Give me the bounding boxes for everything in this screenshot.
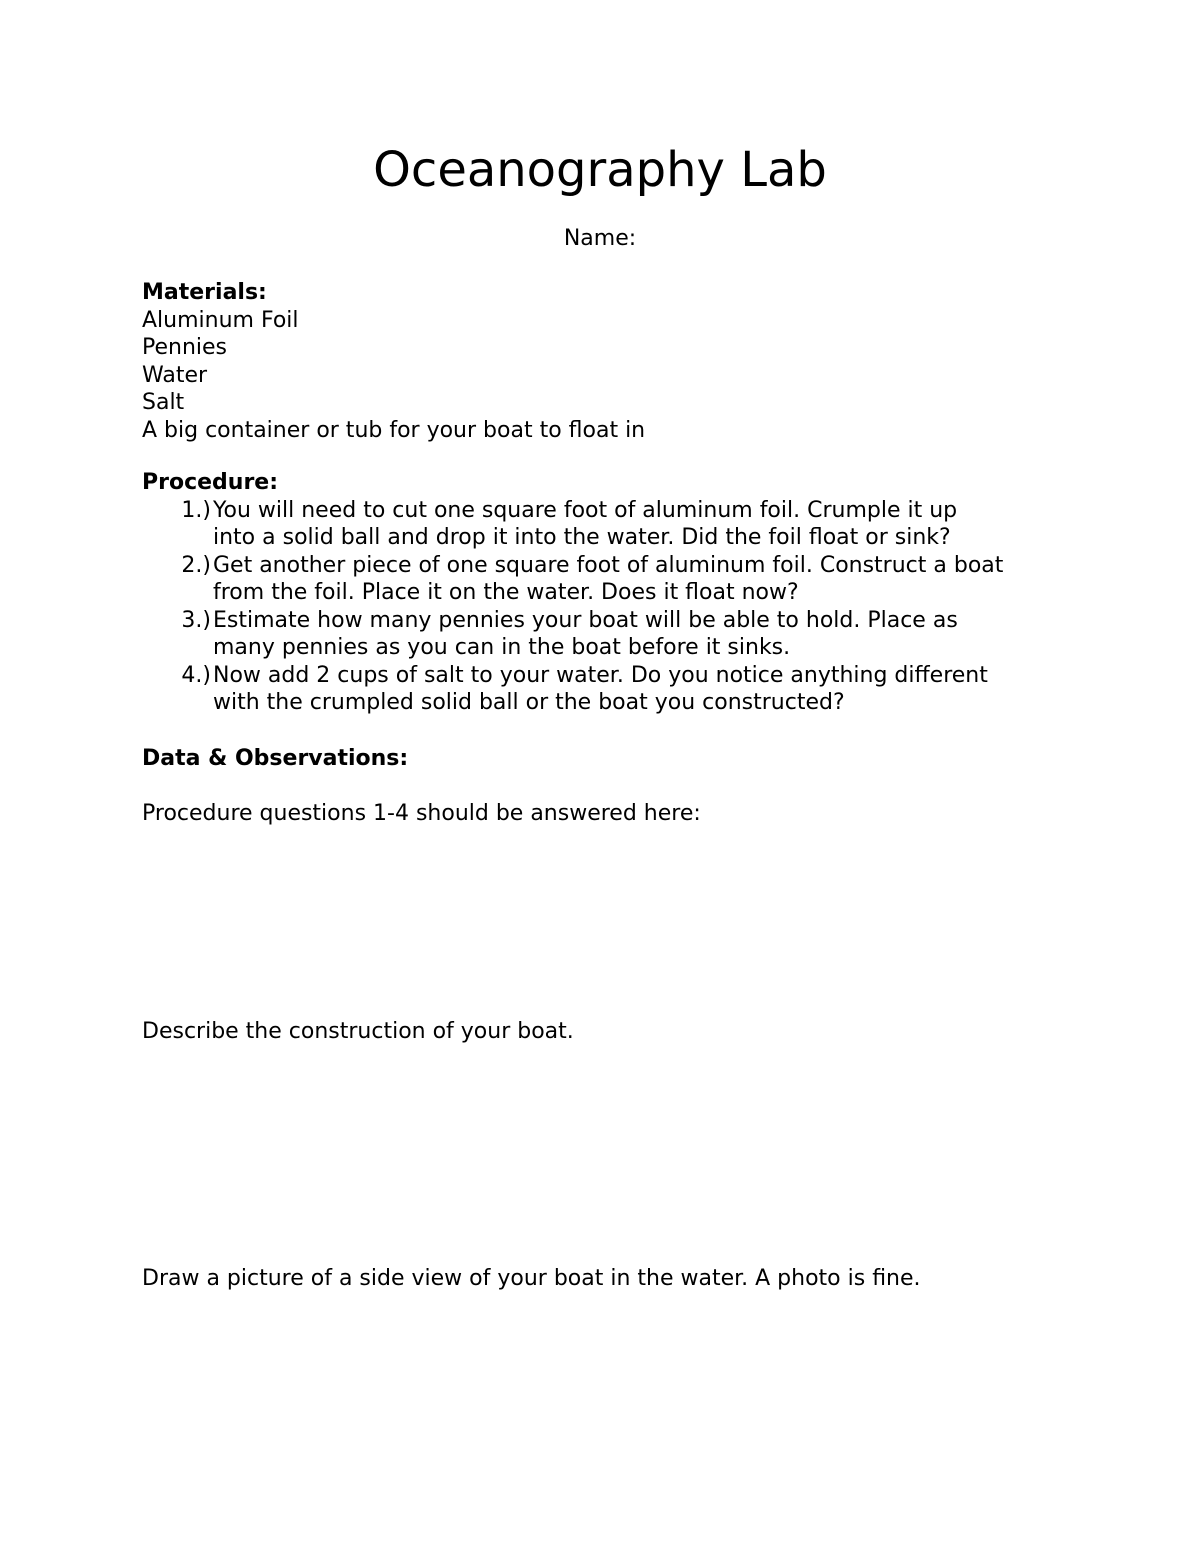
- procedure-heading: Procedure:: [142, 470, 279, 495]
- observation-prompt-boat-drawing: Draw a picture of a side view of your boat in the water. A photo is fine.: [142, 1266, 921, 1291]
- page-title: Oceanography Lab: [373, 142, 827, 198]
- step-text: [213, 497, 1102, 552]
- procedure-step: [142, 662, 1102, 717]
- materials-section: [142, 279, 1102, 444]
- step-line: into a solid ball and drop it into the water. Did the foil float or sink?: [213, 525, 951, 550]
- step-number: 2.): [181, 552, 211, 578]
- procedure-step: [142, 607, 1102, 662]
- step-text: [213, 552, 1102, 607]
- step-line: Get another piece of one square foot of aluminum foil. Construct a boat: [213, 552, 1004, 578]
- material-item: Salt: [142, 390, 185, 415]
- step-line: many pennies as you can in the boat before it sinks.: [213, 635, 791, 660]
- procedure-step: [142, 552, 1102, 607]
- observation-prompt-procedure-answers: Procedure questions 1-4 should be answered here:: [142, 801, 701, 826]
- data-observations-heading: Data & Observations:: [142, 746, 409, 771]
- procedure-step: [142, 497, 1102, 552]
- name-label: Name:: [563, 226, 637, 251]
- material-item: A big container or tub for your boat to float in: [142, 417, 646, 443]
- material-item: Aluminum Foil: [142, 307, 299, 333]
- procedure-steps: [142, 497, 1102, 717]
- step-line: with the crumpled solid ball or the boat you constructed?: [213, 690, 845, 715]
- material-item: Water: [142, 362, 208, 388]
- step-number: 1.): [181, 497, 211, 523]
- step-number: 3.): [181, 607, 211, 633]
- procedure-section: [142, 469, 1102, 717]
- step-line: Now add 2 cups of salt to your water. Do you notice anything different: [213, 662, 988, 688]
- step-line: from the foil. Place it on the water. Does it float now?: [213, 580, 799, 605]
- step-number: 4.): [181, 662, 211, 688]
- step-line: Estimate how many pennies your boat will be able to hold. Place as: [213, 607, 958, 633]
- material-item: Pennies: [142, 335, 228, 360]
- step-text: [213, 662, 1102, 717]
- observation-prompt-boat-construction: Describe the construction of your boat.: [142, 1019, 574, 1044]
- materials-list: [142, 307, 1102, 445]
- step-line: You will need to cut one square foot of aluminum foil. Crumple it up: [213, 497, 958, 523]
- step-text: [213, 607, 1102, 662]
- materials-heading: Materials:: [142, 280, 267, 305]
